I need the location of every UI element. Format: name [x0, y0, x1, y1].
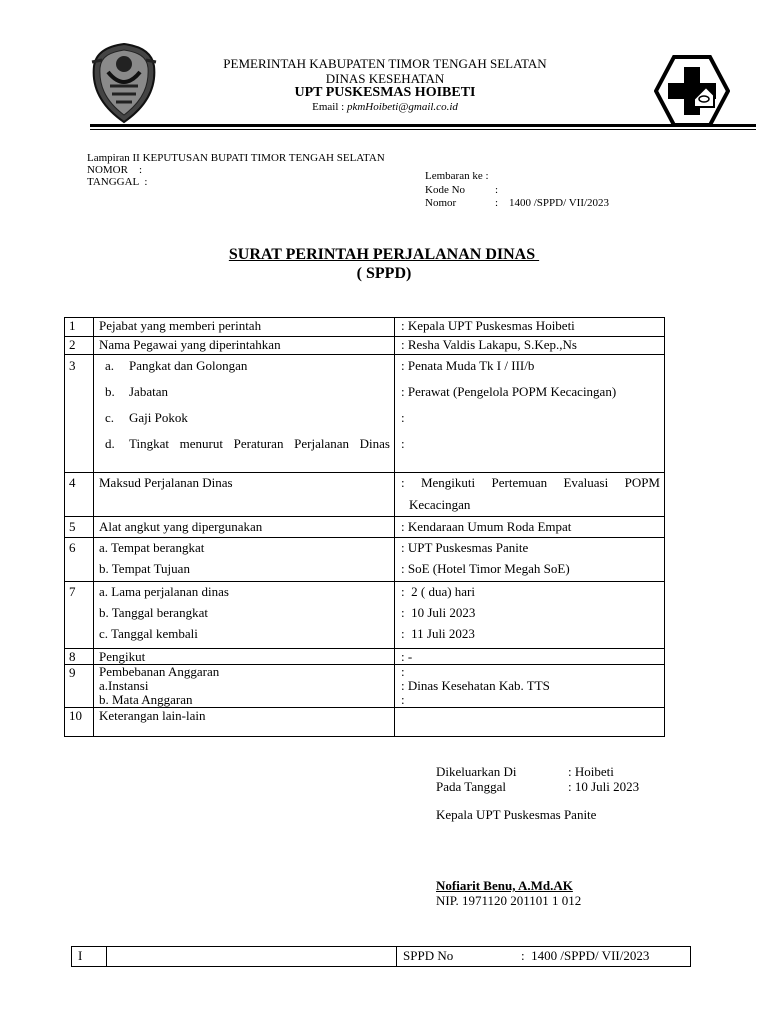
sub-label: a. Lama perjalanan dinas: [99, 584, 229, 599]
row-value-group: [395, 582, 665, 649]
sub-value: :: [401, 436, 405, 451]
lembaran-label: Lembaran ke :: [425, 170, 489, 182]
regency-emblem-logo: [88, 42, 160, 124]
row-number: 7: [65, 582, 94, 649]
table-row: [65, 665, 665, 708]
nomor-label: Nomor: [425, 197, 457, 209]
pada-tanggal-row: [436, 779, 639, 794]
kode-label: Kode No: [425, 183, 466, 196]
row-label: Maksud Perjalanan Dinas: [94, 473, 395, 517]
sub-value: :: [401, 410, 405, 425]
lampiran-title: Lampiran II KEPUTUSAN BUPATI TIMOR TENGAH SELATAN: [87, 152, 385, 164]
row-value: : Kepala UPT Puskesmas Hoibeti: [395, 318, 665, 337]
sub-item: [99, 410, 390, 436]
row-number: 10: [65, 708, 94, 737]
row-number: 2: [65, 337, 94, 355]
email-label: Email :: [312, 101, 347, 113]
sub-value: : 2 ( dua) hari: [401, 584, 476, 599]
nomor-value: 1400 /SPPD/ VII/2023: [509, 197, 610, 209]
sub-label: Jabatan: [129, 384, 168, 399]
signer-name: Nofiarit Benu, A.Md.AK: [436, 878, 573, 893]
sub-label: Tingkat menurut Peraturan Perjalanan Dinas: [129, 436, 390, 451]
sppd-footer-table: [71, 946, 691, 967]
row-label: Pejabat yang memberi perintah: [94, 318, 395, 337]
sub-value: : UPT Puskesmas Panite: [401, 540, 529, 555]
kode-colon: :: [495, 183, 499, 196]
lampiran-block: [87, 152, 385, 188]
row-number: 5: [65, 517, 94, 538]
footer-sppd-label: SPPD No: [403, 948, 454, 963]
pada-tanggal-label: Pada Tanggal: [436, 779, 506, 794]
sub-value: :: [401, 692, 405, 707]
row-label-group: [94, 538, 395, 582]
footer-blank: [107, 947, 397, 967]
lampiran-nomor: NOMOR :: [87, 164, 143, 176]
header-rule: [90, 124, 756, 127]
sub-label: Pembebanan Anggaran: [99, 664, 220, 679]
header-government: PEMERINTAH KABUPATEN TIMOR TENGAH SELATAN: [223, 56, 547, 71]
title-sub: ( SPPD): [356, 265, 412, 282]
row-label-group: [94, 355, 395, 473]
header-department: DINAS KESEHATAN: [325, 71, 445, 86]
row-number: 6: [65, 538, 94, 582]
table-row: [65, 538, 665, 582]
puskesmas-cross-logo: [654, 55, 730, 127]
pada-tanggal-value: : 10 Juli 2023: [568, 779, 640, 794]
table-row: [65, 582, 665, 649]
row-number: 9: [65, 665, 94, 708]
row-value-group: [395, 538, 665, 582]
email-value[interactable]: pkmHoibeti@gmail.co.id: [346, 101, 458, 113]
sub-value: : SoE (Hotel Timor Megah SoE): [401, 561, 570, 576]
nomor-row: [425, 197, 609, 211]
signature-block: [436, 764, 639, 908]
sub-item: [99, 384, 390, 410]
signer-position: Kepala UPT Puskesmas Panite: [436, 807, 597, 822]
sub-label: c. Tanggal kembali: [99, 626, 198, 641]
sub-mark: a.: [105, 358, 115, 373]
table-row: [65, 473, 665, 517]
kode-row: [425, 184, 609, 198]
title-main: SURAT PERINTAH PERJALANAN DINAS: [228, 246, 540, 263]
lampiran-tanggal: TANGGAL :: [87, 176, 148, 188]
sub-mark: d.: [105, 436, 115, 451]
table-row: [65, 355, 665, 473]
row-value: : Resha Valdis Lakapu, S.Kep.,Ns: [395, 337, 665, 355]
row-label: Keterangan lain-lain: [94, 708, 395, 737]
table-row: [65, 337, 665, 355]
value-line: : Mengikuti Pertemuan Evaluasi POPM: [401, 475, 660, 490]
table-row: [65, 708, 665, 737]
header-email: [170, 101, 600, 113]
row-value-group: [395, 355, 665, 473]
sub-mark: c.: [105, 410, 115, 425]
sub-value: :: [401, 664, 405, 679]
sub-label: b. Tanggal berangkat: [99, 605, 208, 620]
sub-label: b. Mata Anggaran: [99, 692, 193, 707]
sub-label: a.Instansi: [99, 678, 149, 693]
signer-nip: NIP. 1971120 201101 1 012: [436, 893, 582, 908]
dikeluarkan-row: [436, 764, 639, 779]
row-value: : -: [395, 649, 665, 665]
row-label-group: [94, 665, 395, 708]
sub-value: : 10 Juli 2023: [401, 605, 476, 620]
row-number: 3: [65, 355, 94, 473]
row-number: 1: [65, 318, 94, 337]
header-puskesmas: UPT PUSKESMAS HOIBETI: [294, 85, 476, 100]
value-line: Kecacingan: [409, 497, 471, 512]
row-value-group: [395, 665, 665, 708]
sub-item: [99, 436, 390, 451]
table-row: [65, 649, 665, 665]
footer-index: I: [72, 947, 107, 967]
sub-mark: b.: [105, 384, 115, 399]
sub-item: [99, 358, 390, 384]
nomor-colon: :: [495, 197, 499, 209]
footer-sppd-value: : 1400 /SPPD/ VII/2023: [521, 948, 650, 963]
row-label: Alat angkut yang dipergunakan: [94, 517, 395, 538]
row-label: Pengikut: [94, 649, 395, 665]
table-row: [72, 947, 691, 967]
sub-value: : Perawat (Pengelola POPM Kecacingan): [401, 384, 617, 399]
row-number: 8: [65, 649, 94, 665]
sub-value: : 11 Juli 2023: [401, 626, 475, 641]
sub-label: a. Tempat berangkat: [99, 540, 205, 555]
sppd-table: [64, 317, 665, 737]
row-label-group: [94, 582, 395, 649]
sub-value: : Dinas Kesehatan Kab. TTS: [401, 678, 550, 693]
table-row: [65, 318, 665, 337]
sub-label: b. Tempat Tujuan: [99, 561, 190, 576]
sub-label: Gaji Pokok: [129, 410, 188, 425]
lembaran-block: [425, 170, 609, 211]
sub-label: Pangkat dan Golongan: [129, 358, 248, 373]
row-label: Nama Pegawai yang diperintahkan: [94, 337, 395, 355]
table-row: [65, 517, 665, 538]
header-rule-thin: [90, 129, 756, 130]
row-value: : Kendaraan Umum Roda Empat: [395, 517, 665, 538]
footer-sppd: [397, 947, 691, 967]
row-number: 4: [65, 473, 94, 517]
dikeluarkan-label: Dikeluarkan Di: [436, 764, 517, 779]
sub-value: : Penata Muda Tk I / III/b: [401, 358, 535, 373]
row-value: [395, 473, 665, 517]
document-title: [0, 246, 768, 283]
dikeluarkan-value: : Hoibeti: [568, 764, 614, 779]
row-value: [395, 708, 665, 737]
